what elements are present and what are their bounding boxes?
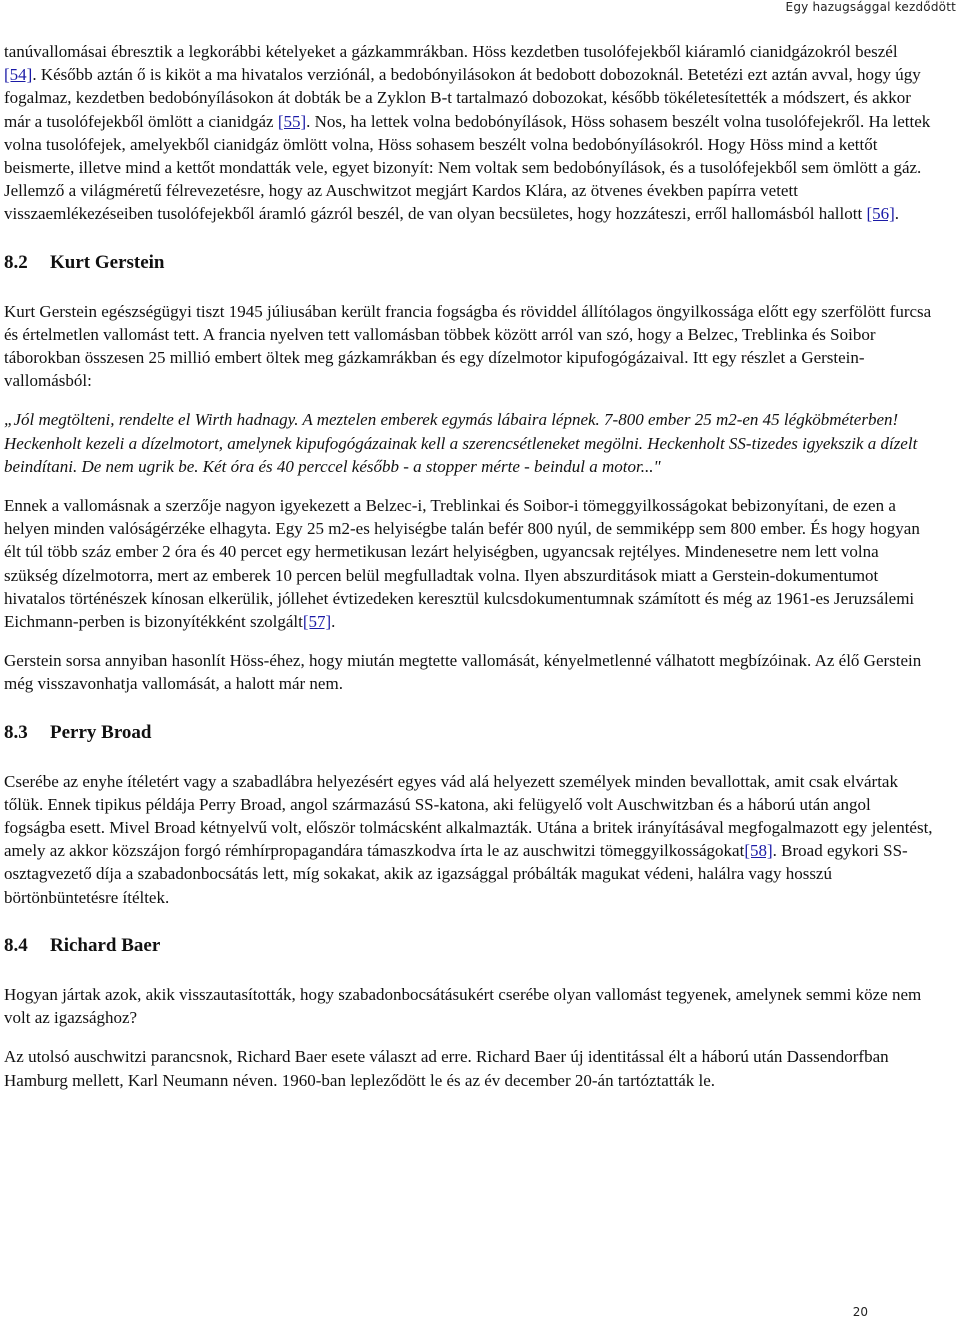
paragraph	[4, 300, 934, 393]
paragraph	[4, 649, 934, 695]
footnote-reference-link[interactable]: [54]	[4, 65, 33, 85]
text-run: Gerstein sorsa annyiban hasonlít Höss-éhez, hogy miután megtette vallomását, kényelmetlenné válhatott megbízóinak. Az élő Gerstein még visszavonhatja vallomását, a halott már nem.	[4, 651, 922, 694]
text-run: Kurt Gerstein egészségügyi tiszt 1945 júliusában került francia fogságba és röviddel állítólagos öngyilkossága előtt egy szerfölött furcsa és értelmetlen vallomást tett. A francia nyelven tett vallomásban többek között arról van szó, hogy a Belzec, Treblinka és Soibor táborokban összesen 25 millió embert öltek meg gázkamrákban és egy dízelmotor kipufogógázaival. Itt egy részlet a Gerstein-vallomásból:	[4, 301, 932, 391]
paragraph	[4, 983, 934, 1029]
section-title: Perry Broad	[50, 721, 152, 743]
section-heading	[4, 722, 934, 744]
text-run: „Jól megtölteni, rendelte el Wirth hadnagy. A meztelen emberek egymás lábaira lépnek. 7-800 ember 25 m2-en 45 légköbméterben! Heckenholt kezeli a dízelmotort, amelynek kipufogógázainak kell a szerencsétleneket megölni. Heckenholt SS-tizedes igyekszik a dízelt beindítani. De nem ugrik be. Két óra és 40 perccel később - a stopper mérte - beindul a motor..."	[4, 410, 918, 476]
text-run: . Később aztán ő is kiköt a ma hivatalos verziónál, a bedobónyilásokon át bedobott dobozoknál. Betetézi ezt aztán avval, hogy úgy fogalmaz, kezdetben bedobónyílásokon át dobták be a Zyklon B-t tartalmazó dobozokat, később tökéletesítették a módszert, és akkor már a tusolófejekből ömlött a cianidgáz	[4, 65, 921, 131]
running-header: Egy hazugsággal kezdődött	[785, 0, 956, 14]
section-number: 8.3	[4, 721, 28, 743]
section-number: 8.4	[4, 934, 28, 956]
paragraph	[4, 770, 934, 909]
paragraph	[4, 40, 934, 226]
text-run: Az utolsó auschwitzi parancsnok, Richard Baer esete választ ad erre. Richard Baer új identitással élt a háború után Dassendorfban Hamburg mellett, Karl Neumann néven. 1960-ban lepleződött le és az év december 20-án tartóztatták le.	[4, 1047, 889, 1090]
paragraph	[4, 494, 934, 633]
text-run: Hogyan jártak azok, akik visszautasították, hogy szabadonbocsátásukért cserébe olyan vallomást tegyenek, amelynek semmi köze nem volt az igazsághoz?	[4, 984, 922, 1028]
section-title: Richard Baer	[50, 934, 161, 956]
page-number: 20	[852, 1305, 868, 1319]
section-number: 8.2	[4, 251, 28, 273]
text-run: .	[331, 612, 336, 632]
paragraph	[4, 1045, 934, 1091]
document-body	[4, 40, 934, 1108]
section-heading	[4, 252, 934, 274]
footnote-reference-link[interactable]: [58]	[744, 841, 773, 861]
footnote-reference-link[interactable]: [56]	[866, 204, 895, 224]
text-run: . Broad egykori SS-osztagvezető díja a szabadonbocsátás lett, míg sokakat, akik az igazsággal próbálták magukat védeni, halálra vagy hosszú börtönbüntetésre ítéltek.	[4, 841, 908, 907]
section-title: Kurt Gerstein	[50, 251, 165, 273]
text-run: Ennek a vallomásnak a szerzője nagyon igyekezett a Belzec-i, Treblinkai és Soibor-i tömeggyilkosságokat bebizonyítani, de ezen a helyen minden valóságérzéke elhagyta. Egy 25 m2-es helyiségbe talán befér 800 nyúl, de semmiképp sem 800 ember. És hogy hogyan élt túl több száz ember 2 óra és 40 percet egy hermetikusan lezárt helyiségben, ugyancsak rejtélyes. Mindenesetre nem lett volna szükség dízelmotorra, mert az emberek 10 percen belül megfulladtak volna. Ilyen abszurditások miatt a Gerstein-dokumentumot hivatalos történészek kínosan elkerülik, jóllehet évtizedeken keresztül kulcsdokumentumnak számított és még az 1961-es Jeruzsálemi Eichmann-perben is bizonyítékként szolgált	[4, 496, 920, 632]
footnote-reference-link[interactable]: [55]	[277, 111, 307, 131]
footnote-reference-link[interactable]: [57]	[302, 612, 332, 632]
section-heading	[4, 935, 934, 957]
text-run: . Nos, ha lettek volna bedobónyílások, Höss sohasem beszélt volna tusolófejekről. Ha lettek volna tusolófejek, amelyekből cianidgáz ömlött volna, Höss sohasem beszélt volna bedobónyílásokról. Hogy Höss mind a kettőt beismerte, illetve mind a kettőt mondatták vele, egyet bizonyít: Nem voltak sem bedobónyílások, és a tusolófejekből sem ömlött a gáz. Jellemző a világméretű félrevezetésre, hogy az Auschwitzot megjárt Kardos Klára, az ötvenes években papírra vetett visszaemlékezéseiben tusolófejekből áramló gázról beszél, de van olyan becsületes, hogy hozzáteszi, erről hallomásból hallott	[4, 111, 931, 224]
text-run: Cserébe az enyhe ítéletért vagy a szabadlábra helyezésért egyes vád alá helyezett személyek minden bevallottak, amit csak elvártak tőlük. Ennek tipikus példája Perry Broad, angol származású SS-katona, aki felügyelő volt Auschwitzban és a háború után angol fogságba esett. Mivel Broad kétnyelvű volt, először tolmácsként alkalmazták. Utána a britek irányításával megfogalmazott egy jelentést, amely az akkor közszájon forgó rémhírpropagandára támaszkodva írta le az auschwitzi tömeggyilkosságokat	[4, 771, 933, 861]
text-run: .	[894, 204, 900, 224]
text-run: tanúvallomásai ébresztik a legkorábbi kételyeket a gázkammrákban. Höss kezdetben tusolófejekből kiáramló cianidgázokról beszél	[4, 42, 898, 61]
quote-paragraph	[4, 408, 934, 478]
